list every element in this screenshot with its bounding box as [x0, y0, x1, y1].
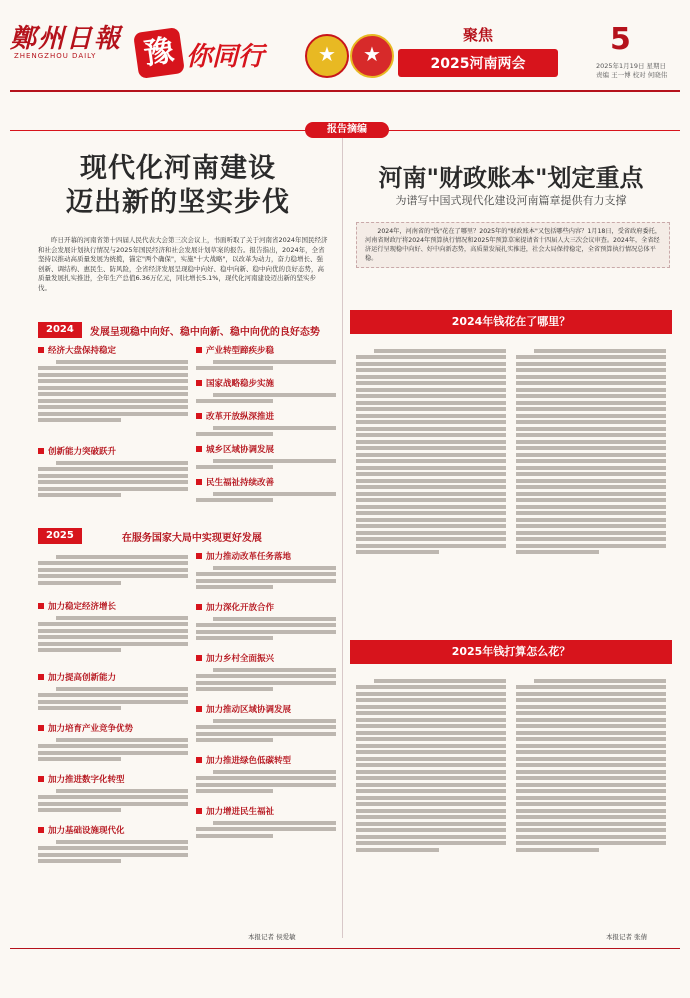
- right-col-b: [516, 346, 666, 642]
- right-summary-text: 2024年，河南省的"钱"花在了哪里？2025年的"财政账本"又包括哪些内容？1月18日，受省政府委托，河南省财政厅将2024年预算执行情况和2025年预算草案提请省十四届人大三次会议审查。2024年，全省经济运行呈现稳中向好、好中向新态势，高质量发展扎实推进，社会大局保持稳定，全省预算执行情况总体平稳。: [365, 228, 662, 262]
- party-emblem-icon: [350, 34, 394, 78]
- left-col-a: [38, 346, 188, 518]
- section-2024-tag: 2024: [38, 322, 82, 338]
- body-text: [38, 837, 188, 877]
- subheading: 加力增进民生福祉: [196, 807, 336, 818]
- left-col-d: [196, 552, 336, 848]
- slogan: [136, 30, 276, 86]
- body-text: [356, 346, 506, 636]
- subheading: 经济大盘保持稳定: [38, 346, 188, 357]
- body-text: [38, 684, 188, 724]
- focus-box: [398, 24, 558, 86]
- right-headline: 河南"财政账本"划定重点: [378, 164, 644, 192]
- body-text: [38, 357, 188, 447]
- national-emblem-icon: [305, 34, 349, 78]
- subheading: 产业转型蹄疾步稳: [196, 346, 336, 357]
- bottom-rule: [10, 948, 680, 949]
- left-byline: 本报记者 侯爱敏: [248, 933, 296, 941]
- subheading: 加力乡村全面振兴: [196, 654, 336, 665]
- right-col-a: [356, 346, 506, 642]
- body-text: [196, 818, 336, 848]
- subheading: 城乡区域协调发展: [196, 445, 336, 456]
- subheading: 加力推进数字化转型: [38, 775, 188, 786]
- section-2024: [38, 322, 332, 338]
- section-badge: 报告摘编: [305, 122, 389, 138]
- left-headline-line1: 现代化河南建设: [80, 153, 276, 184]
- subheading: 加力基础设施现代化: [38, 826, 188, 837]
- body-text: [516, 676, 666, 921]
- section-2025-tag: 2025: [38, 528, 82, 544]
- slogan-big-char: 豫: [133, 27, 185, 79]
- left-col-b: [196, 346, 336, 511]
- right-subtitle: 为谱写中国式现代化建设河南篇章提供有力支撑: [395, 194, 627, 207]
- body-text: [38, 613, 188, 673]
- subheading: 民生福祉持续改善: [196, 478, 336, 489]
- right-col-d: [516, 676, 666, 926]
- focus-subtitle: 2025河南两会: [398, 49, 558, 77]
- body-text: [516, 346, 666, 636]
- right-col-c: [356, 676, 506, 926]
- band-2024: 2024年钱花在了哪里？: [350, 310, 672, 334]
- body-text: [196, 665, 336, 705]
- subheading: 加力培育产业竞争优势: [38, 724, 188, 735]
- subheading: 加力深化开放合作: [196, 603, 336, 614]
- section-2025-title: 在服务国家大局中实现更好发展: [121, 532, 262, 544]
- body-text: [196, 614, 336, 654]
- left-headline-line2: 迈出新的坚实步伐: [66, 187, 290, 218]
- subheading: 加力提高创新能力: [38, 673, 188, 684]
- subheading: 加力推动区域协调发展: [196, 705, 336, 716]
- body-text: [38, 786, 188, 826]
- date-line: [596, 62, 684, 80]
- masthead: [0, 0, 690, 112]
- issue-date: 2025年1月19日 星期日: [596, 62, 667, 70]
- body-text: [356, 676, 506, 921]
- subheading: 改革开放纵深推进: [196, 412, 336, 423]
- right-summary-box: [356, 222, 670, 268]
- masthead-rule: [10, 90, 680, 92]
- body-text: [196, 716, 336, 756]
- subheading: 加力推进绿色低碳转型: [196, 756, 336, 767]
- editors: 责编 王一博 校对 何晓伟: [596, 71, 668, 79]
- body-text: [196, 390, 336, 412]
- band-2025: 2025年钱打算怎么花？: [350, 640, 672, 664]
- column-divider: [342, 138, 343, 938]
- slogan-text: 你同行: [186, 42, 265, 72]
- body-text: [196, 563, 336, 603]
- page-number: 5: [610, 22, 631, 57]
- left-headline: [48, 152, 308, 220]
- left-intro: 昨日开幕的河南省第十四届人民代表大会第三次会议上，书面听取了关于河南省2024年国民经济和社会发展计划执行情况与2025年国民经济和社会发展计划草案的报告。报告指出，2024年，全省坚持以推动高质量发展为统揽，锚定"两个确保"，实施"十大战略"，以改革为动力，奋力稳增长、强创新、调结构、惠民生、防风险，全省经济发展呈现稳中向好、稳中向新、稳中向优的良好态势，高质量发展扎实推进，全年生产总值6.36万亿元，同比增长5.1%，现代化河南建设迈出新的坚实步伐。: [38, 236, 328, 292]
- subheading: 国家战略稳步实施: [196, 379, 336, 390]
- subheading: 创新能力突破跃升: [38, 447, 188, 458]
- body-text: [38, 552, 188, 602]
- left-col-c: [38, 552, 188, 877]
- body-text: [196, 423, 336, 445]
- body-text: [196, 489, 336, 511]
- newspaper-logo-en: ZHENGZHOU DAILY: [14, 52, 97, 60]
- body-text: [38, 735, 188, 775]
- body-text: [196, 456, 336, 478]
- section-2025: [38, 528, 332, 544]
- subheading: 加力推动改革任务落地: [196, 552, 336, 563]
- section-2024-title: 发展呈现稳中向好、稳中向新、稳中向优的良好态势: [89, 326, 320, 338]
- body-text: [196, 357, 336, 379]
- right-byline: 本报记者 张倩: [606, 933, 648, 941]
- body-text: [196, 767, 336, 807]
- focus-label: 聚焦: [462, 26, 493, 44]
- newspaper-logo: 鄭州日報: [10, 24, 123, 54]
- subheading: 加力稳定经济增长: [38, 602, 188, 613]
- body-text: [38, 458, 188, 518]
